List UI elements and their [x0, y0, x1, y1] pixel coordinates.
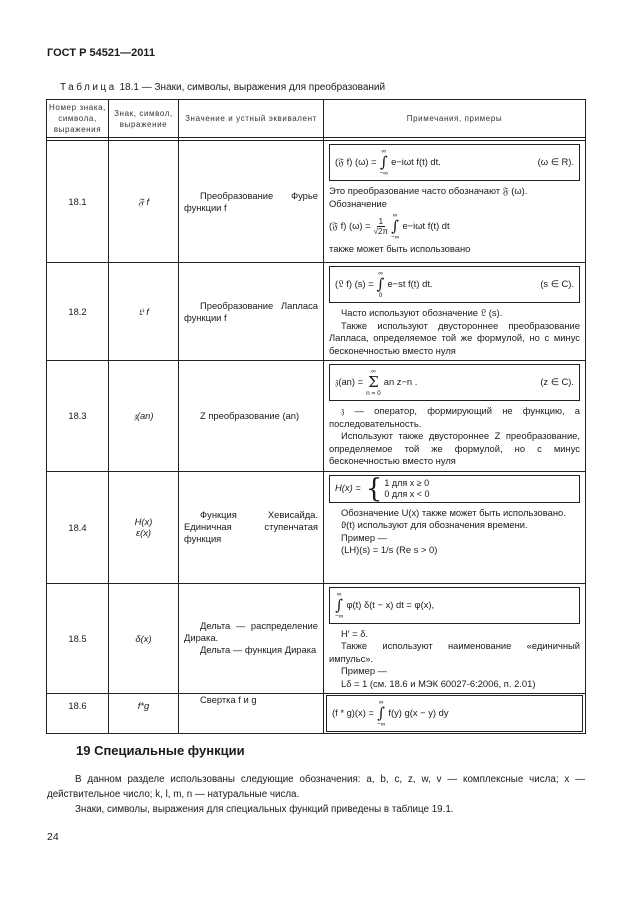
row-number: 18.5 — [47, 583, 109, 694]
table-caption-text: 18.1 — Знаки, символы, выражения для преобразований — [116, 82, 386, 93]
note-text: Обозначение U(x) также может быть использовано. — [341, 506, 566, 518]
table-row — [47, 361, 586, 472]
note-text: 𝔷 — оператор, формирующий не функцию, а последовательность. — [329, 405, 580, 429]
column-header-symbol: Знак, символ, выражение — [109, 100, 179, 138]
row-number: 18.2 — [47, 263, 109, 361]
row-notes — [324, 471, 586, 583]
row-notes — [324, 141, 586, 263]
row-meaning: Z преобразование (an) — [179, 361, 324, 472]
note-text: Это преобразование часто обозначают 𝔉 (ω). — [329, 185, 528, 196]
row-symbol: δ(x) — [109, 583, 179, 694]
row-notes — [324, 694, 586, 734]
row-meaning: Преобразование Лапласа функции f — [179, 263, 324, 361]
page-number: 24 — [47, 831, 59, 843]
row-meaning: Функция Хевисайда. Единичная ступенчатая функция — [179, 471, 324, 583]
note-text: Используют также двустороннее Z преобразование, определяемое той же формулой, но с минус бесконечностью вместо нуля — [329, 430, 580, 466]
row-symbol: H(x) ε(x) — [109, 471, 179, 583]
column-header-meaning: Значение и устный эквивалент — [179, 100, 324, 138]
table-row — [47, 471, 586, 583]
row-notes — [324, 263, 586, 361]
body-paragraph: В данном разделе использованы следующие обозначения: a, b, c, z, w, v — комплексные числа; x — действительное число; k, l, m, n — натуральные числа. — [47, 774, 585, 800]
table-caption — [60, 82, 385, 93]
transform-symbols-table — [46, 99, 586, 734]
formula-box: (f * g)(x) = ∞ ∫ −∞ f(y) g(x − y) dy — [326, 695, 583, 732]
formula-box: H(x) = { 1 для x ≥ 0 0 для x < 0 — [329, 475, 580, 503]
note-text: Lδ = 1 (см. 18.6 и МЭК 60027-6:2006, п. 2.01) — [341, 677, 536, 689]
section-title: 19 Специальные функции — [76, 743, 245, 758]
row-number: 18.6 — [47, 694, 109, 734]
note-text: Обозначение — [329, 197, 387, 209]
body-paragraph: Знаки, символы, выражения для специальных функций приведены в таблице 19.1. — [75, 804, 454, 815]
row-number: 18.3 — [47, 361, 109, 472]
note-text: Также используют двустороннее преобразование Лапласа, определяемое той же формулой, но с минус бесконечностью вместо нуля — [329, 319, 580, 356]
note-text: Пример — — [341, 665, 388, 676]
row-symbol: f*g — [109, 694, 179, 734]
note-text: также может быть использовано — [329, 243, 471, 254]
table-row — [47, 583, 586, 694]
note-text: Также используют наименование «единичный импульс». — [329, 640, 580, 664]
note-text: H′ = δ. — [341, 627, 369, 639]
table-row — [47, 141, 586, 263]
document-header: ГОСТ Р 54521—2011 — [47, 47, 155, 59]
row-meaning: Свертка f и g — [179, 694, 324, 734]
formula-line: (𝔉 f) (ω) = $\frac{1}{√2\pi}$ ∞ ∫ −∞ e−iωt f(t) dt — [329, 212, 450, 241]
row-number: 18.1 — [47, 141, 109, 263]
row-symbol: 𝔷(an) — [109, 361, 179, 472]
note-text: Часто используют обозначение 𝔏 (s). — [341, 307, 503, 318]
row-meaning: Преобразование Фурье функции f — [179, 141, 324, 263]
row-meaning: Дельта — распределение Дирака. Дельта — функция Дирака — [179, 583, 324, 694]
column-header-number: Номер знака, символа, выражения — [47, 100, 109, 138]
row-symbol: 𝔉 f — [109, 141, 179, 263]
table-caption-word: Таблица — [60, 82, 117, 93]
note-text: ϑ(t) используют для обозначения времени. — [341, 519, 528, 530]
table-row — [47, 694, 586, 734]
formula-box: (𝔏 f) (s) = ∞ ∫ 0 e−st f(t) dt. (s ∈ C). — [329, 266, 580, 303]
formula-box: 𝔷(an) = ∞ Σ n = 0 an z−n . (z ∈ C). — [329, 364, 580, 401]
formula-box: ∞ ∫ −∞ φ(t) δ(t − x) dt = φ(x), — [329, 587, 580, 624]
row-notes — [324, 583, 586, 694]
row-number: 18.4 — [47, 471, 109, 583]
table-row — [47, 263, 586, 361]
table-header-row — [47, 100, 586, 138]
note-text: Пример — — [341, 531, 388, 543]
formula-box: (𝔉 f) (ω) = ∞ ∫ −∞ e−iωt f(t) dt. (ω ∈ R). — [329, 144, 580, 181]
note-text: (LH)(s) = 1/s (Re s > 0) — [341, 544, 438, 555]
row-notes — [324, 361, 586, 472]
column-header-notes: Примечания, примеры — [324, 100, 586, 138]
row-symbol: 𝔏 f — [109, 263, 179, 361]
